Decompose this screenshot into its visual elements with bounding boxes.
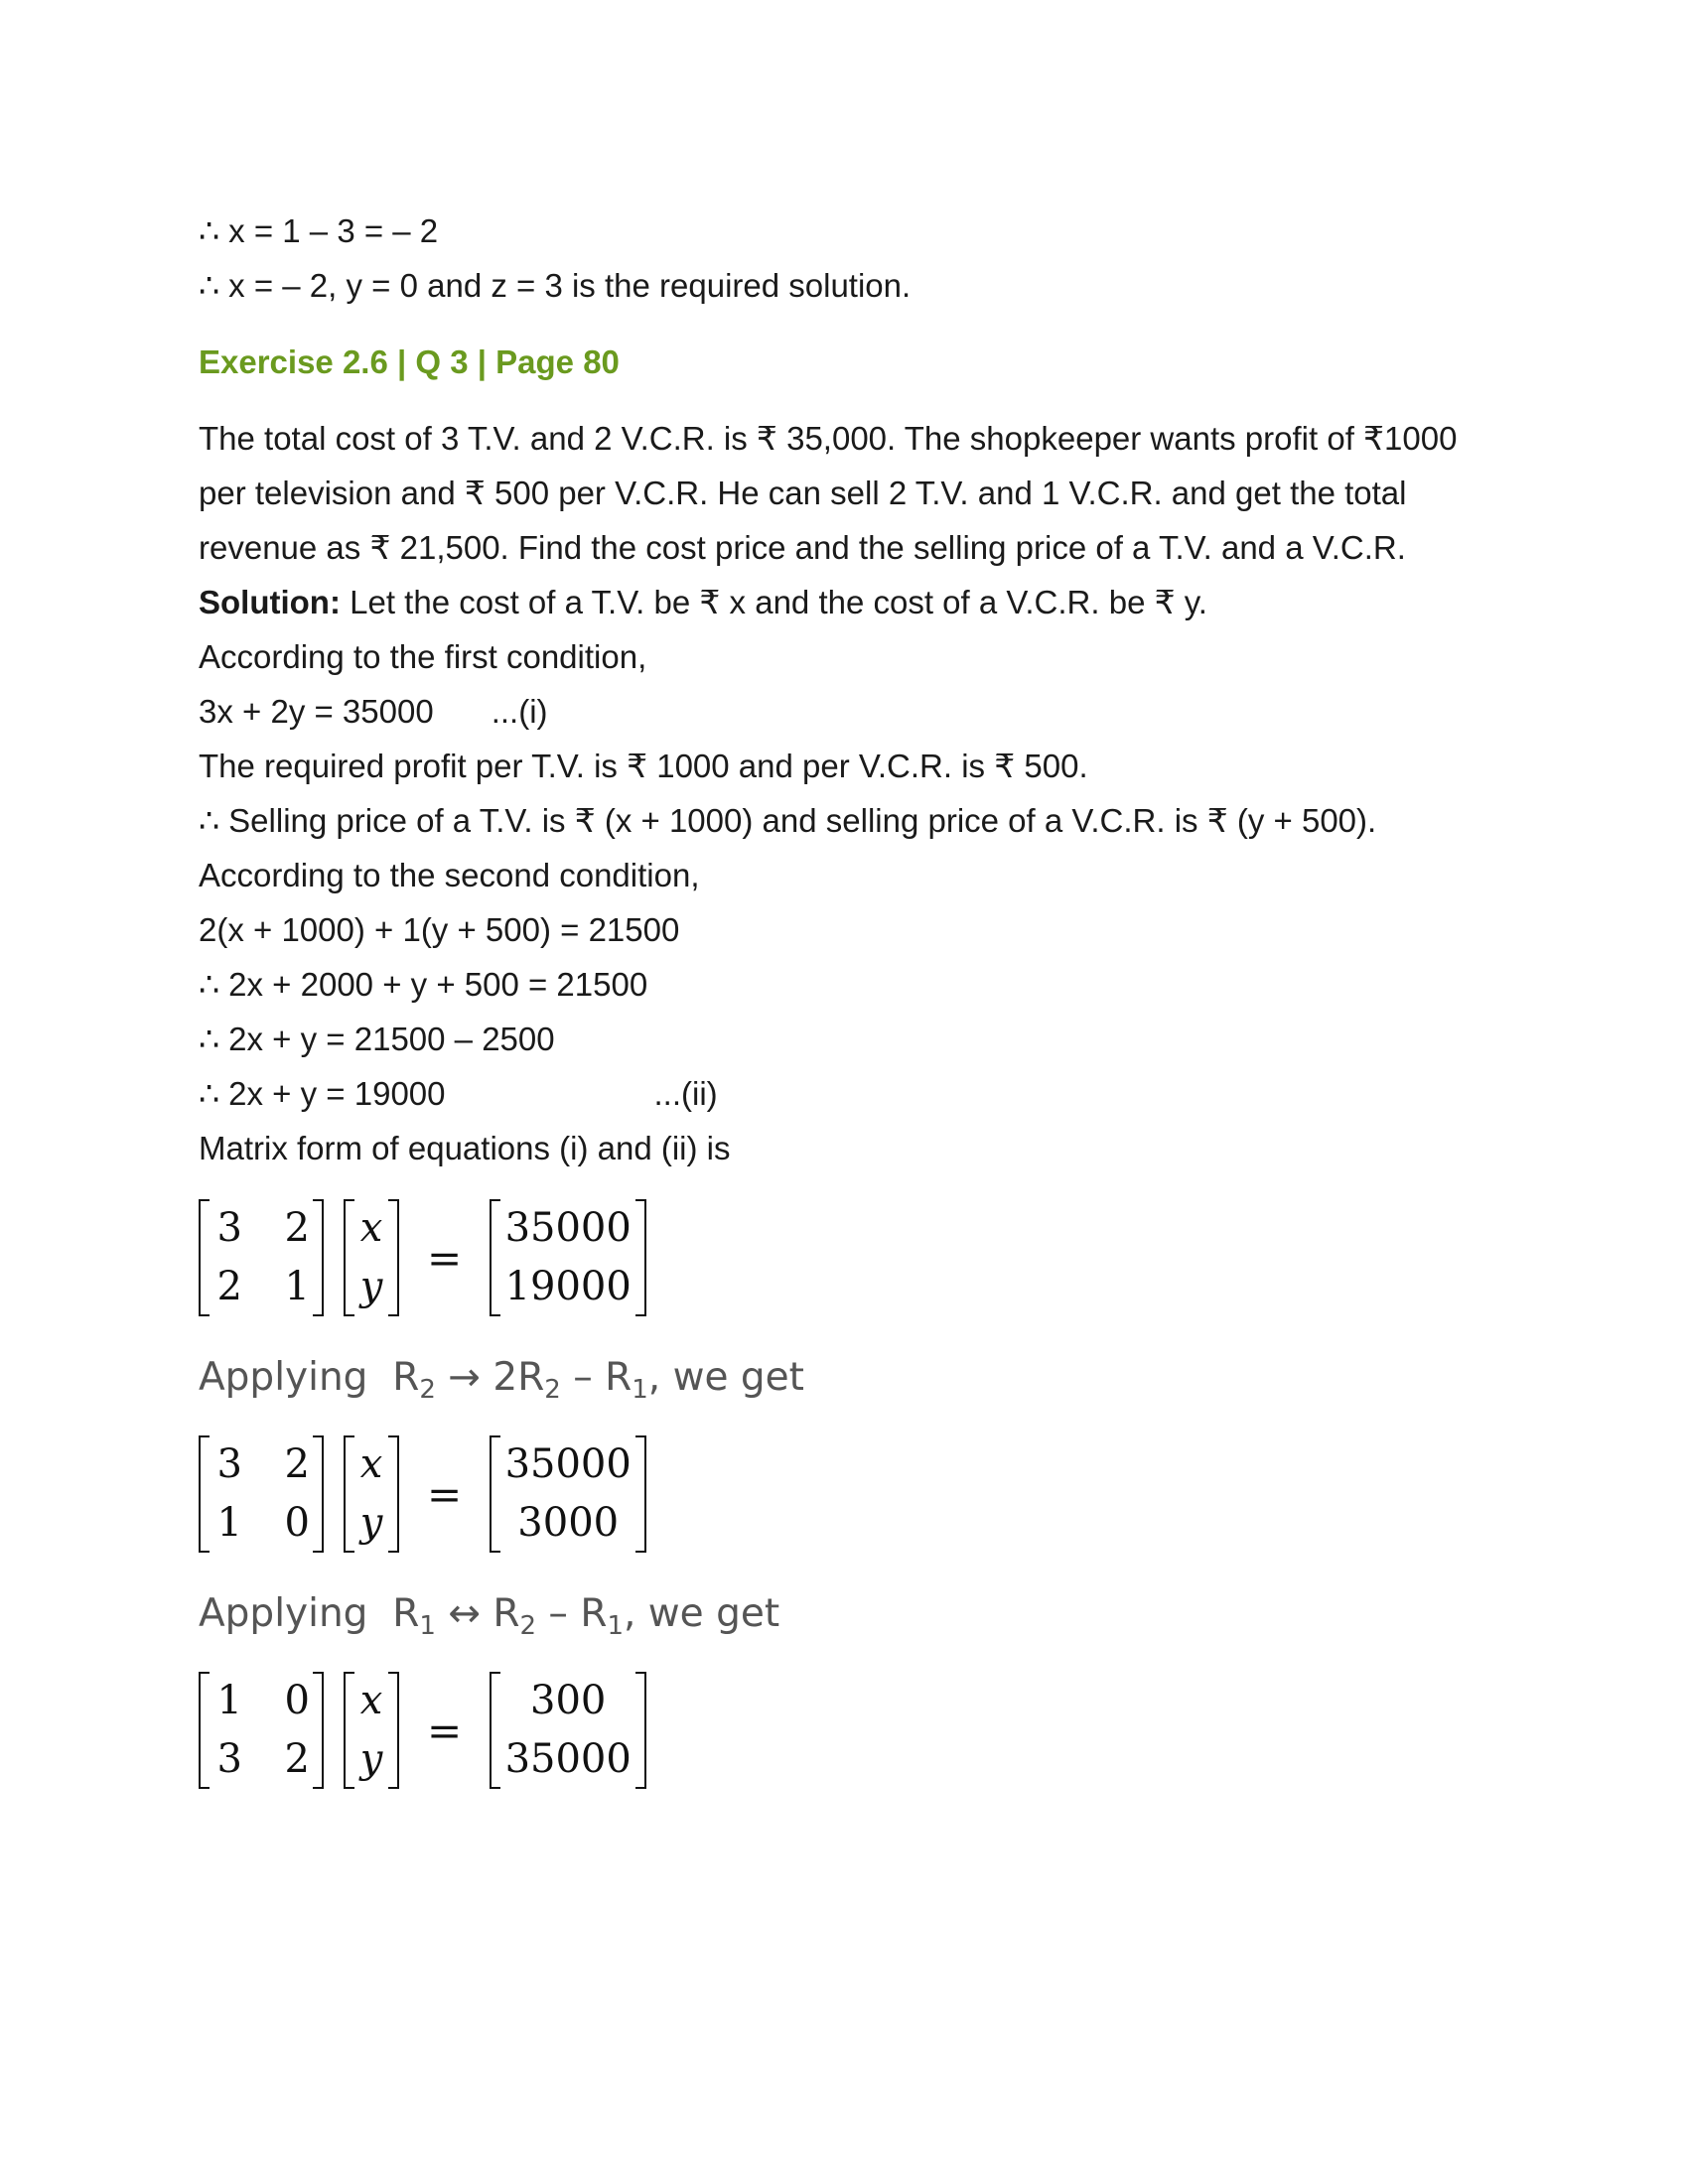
equation-2-tag: ...(ii) [653,1075,718,1112]
matrix-cell: 2 [284,1441,310,1487]
step-4 [199,1066,1509,1121]
row-operation-2 [199,1580,1509,1648]
applying-tail: , we get [647,1355,804,1400]
step-3: ∴ 2x + y = 21500 – 2500 [199,1021,555,1057]
equals-sign: = [427,1469,463,1519]
equals-sign: = [427,1233,463,1283]
row-subscript: 2 [544,1375,561,1405]
spacer [199,313,1509,335]
applying-tail: , we get [623,1591,780,1636]
solution-intro [199,575,1509,629]
matrix-equation-2 [199,1430,1509,1559]
matrix-cell: 1 [284,1264,310,1309]
row-symbol: 2R [492,1355,545,1400]
matrix-cell: 3 [216,1441,242,1487]
matrix-cell: 3 [216,1205,242,1251]
matrix-equation-3 [199,1666,1509,1795]
profit-line: The required profit per T.V. is ₹ 1000 and per V.C.R. is ₹ 500. [199,748,1088,784]
variable-cell: y [359,1500,383,1546]
equation-1 [199,684,1509,739]
variable-cell: y [359,1264,383,1309]
constant-vector [490,1672,646,1789]
step-1: 2(x + 1000) + 1(y + 500) = 21500 [199,911,680,948]
variable-cell: y [359,1736,383,1782]
matrix-cell: 0 [284,1678,310,1723]
coefficient-matrix [199,1672,324,1789]
row-symbol: R [392,1591,420,1636]
matrix-equation-1 [199,1193,1509,1322]
row-subscript: 1 [419,1611,436,1641]
row-subscript: 1 [607,1611,624,1641]
constant-vector [490,1199,646,1316]
constant-cell: 3000 [517,1500,620,1546]
step-2: ∴ 2x + 2000 + y + 500 = 21500 [199,966,648,1003]
matrix-cell: 3 [216,1736,242,1782]
variable-vector [344,1672,399,1789]
row-symbol: – R [560,1355,633,1400]
matrix-cell: 2 [284,1736,310,1782]
coefficient-matrix [199,1435,324,1553]
variable-cell: x [359,1441,383,1487]
exercise-heading: Exercise 2.6 | Q 3 | Page 80 [199,343,620,380]
applying-word: Applying [199,1591,368,1636]
row-subscript: 2 [419,1375,436,1405]
constant-cell: 35000 [504,1205,632,1251]
constant-cell: 300 [530,1678,607,1723]
constant-vector [490,1435,646,1553]
row-symbol: R [492,1591,520,1636]
matrix-cell: 2 [216,1264,242,1309]
text-line: ∴ x = – 2, y = 0 and z = 3 is the required solution. [199,267,912,304]
text-line: ∴ x = 1 – 3 = – 2 [199,212,439,249]
constant-cell: 19000 [504,1264,632,1309]
row-operation-1 [199,1344,1509,1412]
selling-line: ∴ Selling price of a T.V. is ₹ (x + 1000) and selling price of a V.C.R. is ₹ (y + 500). [199,802,1377,839]
applying-word: Applying [199,1355,368,1400]
question-line: The total cost of 3 T.V. and 2 V.C.R. is ₹ 35,000. The shopkeeper wants profit of ₹1000 [199,420,1458,457]
document-page [199,204,1509,1795]
row-symbol: – R [536,1591,608,1636]
equation-1-tag: ...(i) [491,693,548,730]
second-condition: According to the second condition, [199,857,700,893]
solution-intro-text: Let the cost of a T.V. be ₹ x and the cost of a V.C.R. be ₹ y. [340,584,1207,620]
question-line: per television and ₹ 500 per V.C.R. He can sell 2 T.V. and 1 V.C.R. and get the total [199,475,1407,511]
matrix-cell: 0 [284,1500,310,1546]
matrix-cell: 1 [216,1678,242,1723]
equals-sign: = [427,1706,463,1755]
constant-cell: 35000 [504,1441,632,1487]
variable-vector [344,1199,399,1316]
matrix-cell: 2 [284,1205,310,1251]
row-subscript: 2 [519,1611,537,1641]
constant-cell: 35000 [504,1736,632,1782]
row-subscript: 1 [632,1375,648,1405]
arrow-icon: → [448,1355,481,1400]
matrix-intro: Matrix form of equations (i) and (ii) is [199,1130,731,1166]
coefficient-matrix [199,1199,324,1316]
row-symbol: R [392,1355,420,1400]
first-condition: According to the first condition, [199,638,647,675]
variable-cell: x [359,1678,383,1723]
equation-1-text: 3x + 2y = 35000 [199,693,434,730]
variable-cell: x [359,1205,383,1251]
step-4-text: ∴ 2x + y = 19000 [199,1075,446,1112]
matrix-cell: 1 [216,1500,242,1546]
solution-label: Solution: [199,584,341,620]
swap-arrow-icon: ↔ [448,1591,481,1636]
variable-vector [344,1435,399,1553]
question-line: revenue as ₹ 21,500. Find the cost price and the selling price of a T.V. and a V.C.R. [199,529,1406,566]
